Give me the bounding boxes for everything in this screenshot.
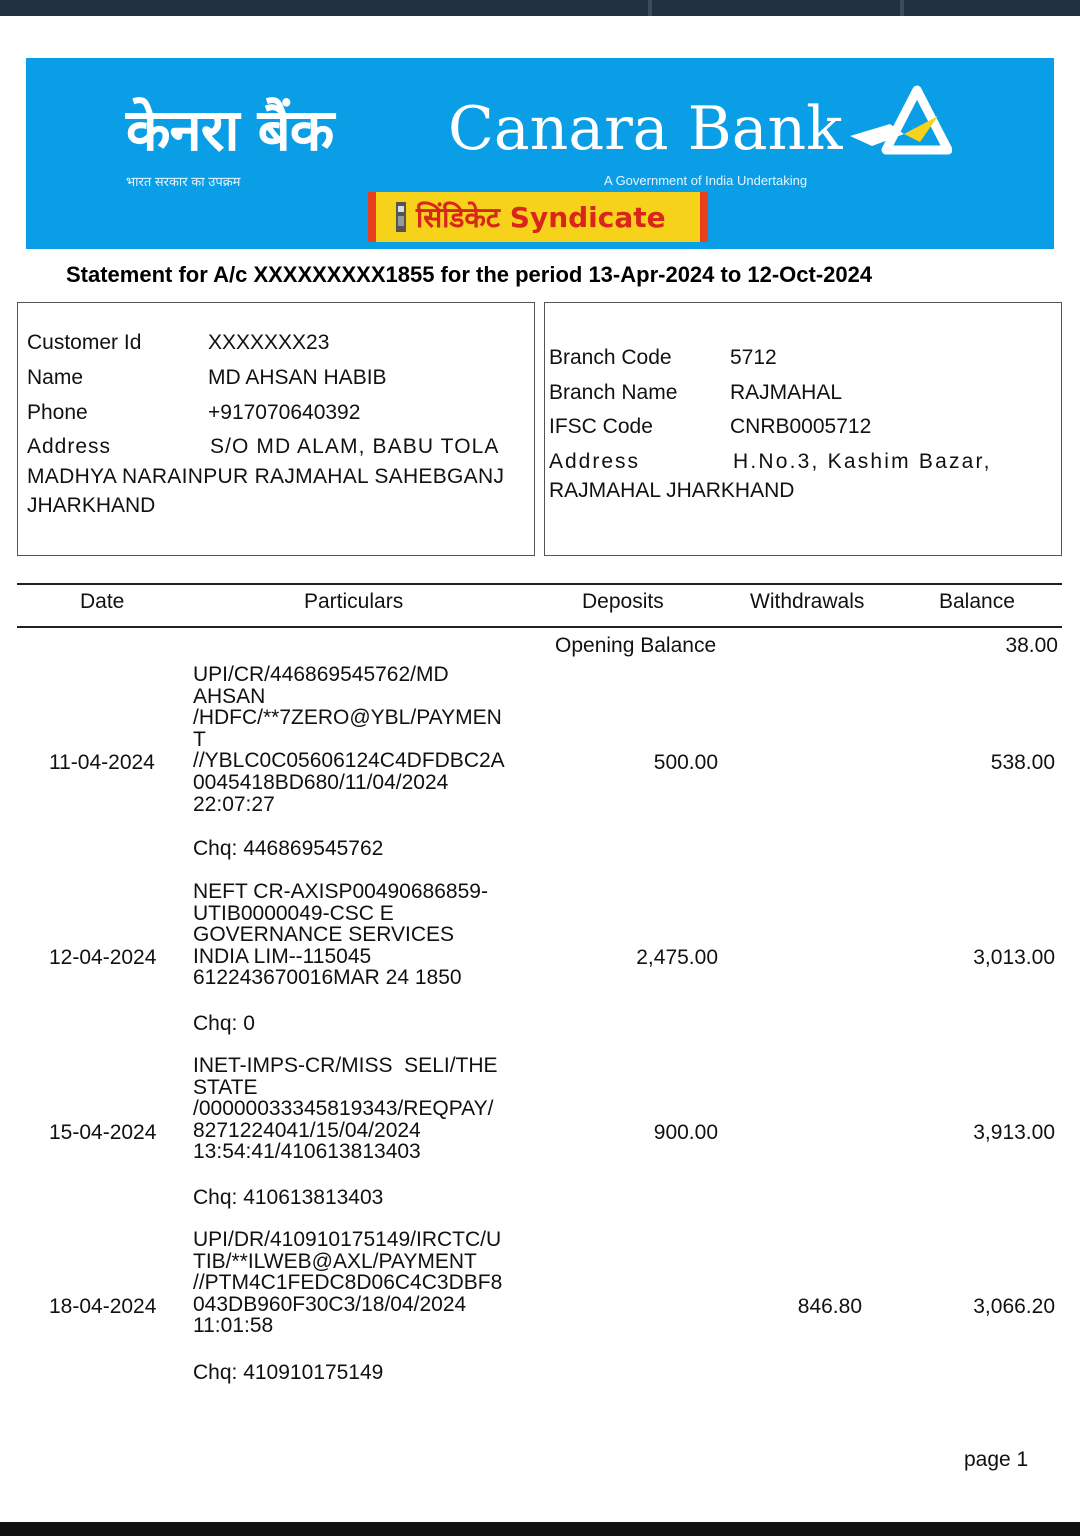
customer-address-label: Address — [27, 435, 112, 458]
canara-logo-icon — [842, 84, 952, 164]
row-date: 15-04-2024 — [49, 1121, 157, 1144]
page-number: page 1 — [964, 1448, 1029, 1471]
customer-name-value: MD AHSAN HABIB — [208, 366, 387, 389]
branch-name-value: RAJMAHAL — [730, 381, 843, 404]
ifsc-code-label: IFSC Code — [549, 415, 653, 438]
customer-address-line2: MADHYA NARAINPUR RAJMAHAL SAHEBGANJ — [27, 465, 505, 488]
customer-address-line1: S/O MD ALAM, BABU TOLA — [210, 435, 500, 458]
bank-name-hindi: केनरा बैंक — [126, 96, 334, 164]
branch-code-label: Branch Code — [549, 346, 672, 369]
navigation-bar — [0, 1522, 1080, 1536]
row-balance: 538.00 — [990, 751, 1055, 774]
row-cheque: Chq: 0 — [193, 1012, 255, 1035]
opening-balance-value: 38.00 — [1005, 634, 1058, 657]
branch-name-label: Branch Name — [549, 381, 678, 404]
customer-address-line3: JHARKHAND — [27, 494, 156, 517]
customer-phone-value: +917070640392 — [208, 401, 361, 424]
row-cheque: Chq: 446869545762 — [193, 837, 384, 860]
row-balance: 3,066.20 — [973, 1295, 1055, 1318]
row-balance: 3,913.00 — [973, 1121, 1055, 1144]
table-header-rule — [17, 626, 1062, 628]
branch-code-value: 5712 — [730, 346, 777, 369]
customer-info-box — [17, 302, 535, 556]
row-particulars: UPI/CR/446869545762/MD AHSAN /HDFC/**7ZERO@YBL/PAYMEN T //YBLC0C05606124C4DFDBC2A 0045418BD680/11/04/2024 22:07:27 — [193, 663, 505, 816]
row-date: 11-04-2024 — [49, 751, 155, 774]
branch-address-line1: H.No.3, Kashim Bazar, — [733, 450, 992, 473]
col-header-deposits: Deposits — [582, 590, 664, 613]
syndicate-badge — [368, 192, 708, 242]
opening-balance-label: Opening Balance — [555, 634, 717, 657]
bank-name-english: Canara Bank — [448, 94, 843, 164]
row-date: 12-04-2024 — [49, 946, 157, 969]
bank-header-banner — [26, 58, 1054, 249]
ifsc-code-value: CNRB0005712 — [730, 415, 872, 438]
row-cheque: Chq: 410910175149 — [193, 1361, 384, 1384]
syndicate-label: सिंडिकेट Syndicate — [416, 201, 666, 234]
customer-id-label: Customer Id — [27, 331, 142, 354]
tagline-english: A Government of India Undertaking — [604, 173, 808, 188]
syndicate-emblem-icon — [394, 200, 408, 234]
customer-phone-label: Phone — [27, 401, 88, 424]
row-deposit: 500.00 — [653, 751, 718, 774]
status-bar-divider — [900, 0, 904, 16]
row-withdrawal: 846.80 — [797, 1295, 862, 1318]
row-particulars: UPI/DR/410910175149/IRCTC/U TIB/**ILWEB@AXL/PAYMENT //PTM4C1FEDC8D06C4C3DBF8 043DB960F30C3/18/04/2024 11:01:58 — [193, 1228, 503, 1338]
customer-name-label: Name — [27, 366, 84, 389]
branch-info-box — [544, 302, 1062, 556]
row-particulars: NEFT CR-AXISP00490686859- UTIB0000049-CSC E GOVERNANCE SERVICES INDIA LIM--115045 612243670016MAR 24 1850 — [193, 880, 488, 990]
status-bar-divider — [648, 0, 652, 16]
branch-address-label: Address — [549, 450, 641, 473]
row-deposit: 900.00 — [653, 1121, 718, 1144]
tagline-hindi: भारत सरकार का उपक्रम — [126, 174, 241, 189]
row-deposit: 2,475.00 — [636, 946, 718, 969]
col-header-date: Date — [80, 590, 125, 613]
status-bar — [0, 0, 1080, 16]
branch-address-line2: RAJMAHAL JHARKHAND — [549, 479, 795, 502]
row-balance: 3,013.00 — [973, 946, 1055, 969]
row-particulars: INET-IMPS-CR/MISS SELI/THE STATE /00000033345819343/REQPAY/ 8271224041/15/04/2024 13:54:41/410613813403 — [193, 1054, 498, 1164]
col-header-withdrawals: Withdrawals — [750, 590, 865, 613]
customer-id-value: XXXXXXX23 — [208, 331, 330, 354]
statement-title: Statement for A/c XXXXXXXXX1855 for the period 13-Apr-2024 to 12-Oct-2024 — [66, 262, 873, 287]
row-cheque: Chq: 410613813403 — [193, 1186, 384, 1209]
row-date: 18-04-2024 — [49, 1295, 157, 1318]
table-top-rule — [17, 583, 1062, 585]
col-header-particulars: Particulars — [304, 590, 404, 613]
col-header-balance: Balance — [939, 590, 1015, 613]
